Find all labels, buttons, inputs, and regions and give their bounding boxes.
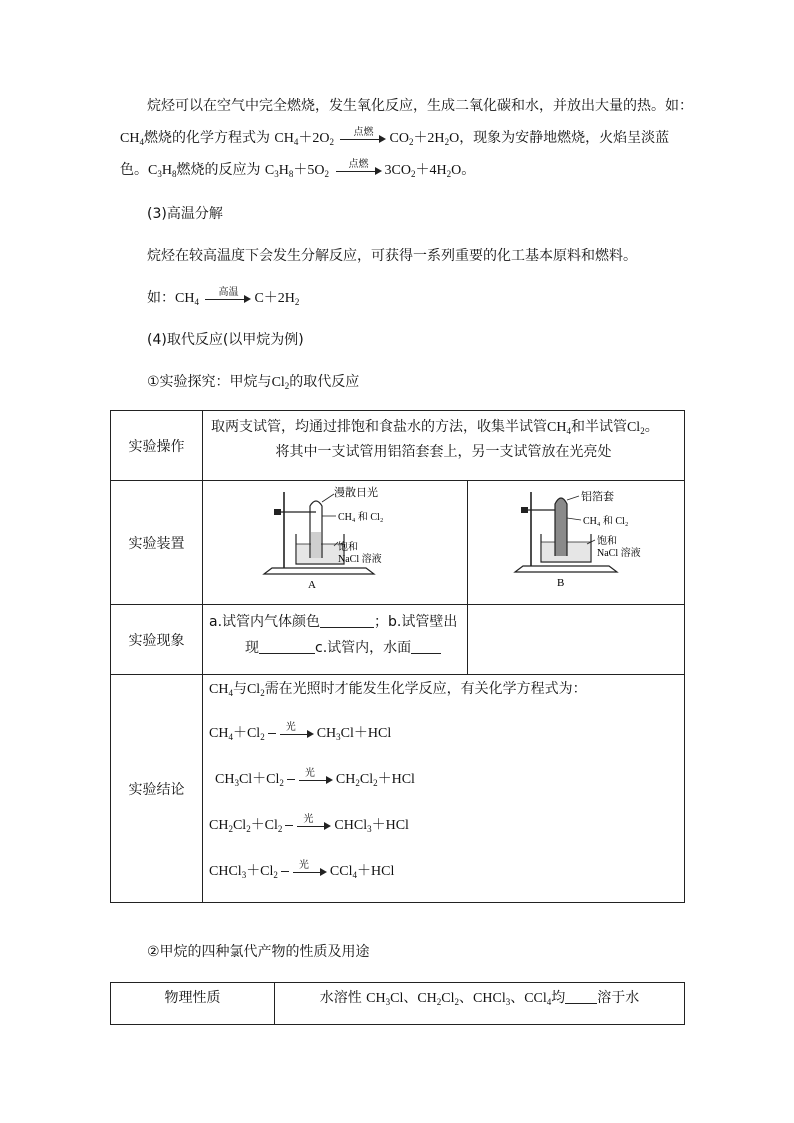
section-3-title: (3)高温分解 — [147, 206, 223, 222]
svg-text:B: B — [557, 577, 565, 589]
device-label: 实验装置 — [111, 481, 203, 605]
section-4-title: (4)取代反应(以甲烷为例) — [147, 332, 304, 348]
formula-ch4: $CH_4$ — [120, 131, 144, 147]
blank-c — [411, 639, 441, 654]
svg-text:饱和: 饱和 — [338, 542, 358, 553]
svg-text:饱和: 饱和 — [597, 536, 617, 547]
blank-b — [259, 639, 315, 654]
eq-4: $CHCl_3+Cl_2$ 光 CCl$_4$＋HCl — [209, 859, 395, 880]
equation-ch4-combustion: $CH_4+2O_2$ 点燃 $CO_2+2H_2O$ — [274, 126, 460, 147]
phenomenon-content: a.试管内气体颜色 ；b.试管壁出 现 c.试管内，水面 — [203, 605, 468, 675]
eq-3: $CH_2Cl_2+Cl_2$ 光 CHCl$_3$＋HCl — [209, 813, 409, 834]
combustion-line-2: $CH_4$燃烧的化学方程式为 $CH_4+2O_2$ 点燃 $CO_2+2H_2O$，现象为安静地燃烧，火焰呈淡蓝 — [120, 126, 670, 147]
eq-1: $CH_4+Cl_2$ 光 $CH_3Cl+HCl$ — [209, 721, 392, 742]
section-4-sub1: ①实验探究：甲烷与$Cl_2$的取代反应 — [147, 374, 360, 391]
apparatus-b-figure — [469, 482, 683, 602]
section-3-example: 如：$CH_4$ 高温 $C+2H_2$ — [147, 286, 300, 307]
formula-c3h8: $C_3H_8$ — [148, 163, 177, 179]
conclusion-label: 实验结论 — [111, 675, 203, 903]
svg-text:CH₄ 和 Cl₂: CH₄ 和 Cl₂ — [338, 512, 384, 523]
svg-text:A: A — [308, 579, 316, 591]
svg-text:铝箔套: 铝箔套 — [581, 491, 614, 503]
apparatus-a-figure — [204, 482, 466, 602]
svg-text:漫散日光: 漫散日光 — [334, 487, 378, 499]
svg-text:NaCl 溶液: NaCl 溶液 — [338, 554, 382, 565]
device-figure-b — [468, 481, 685, 605]
conclusion-content: $CH_4$与$Cl_2$需在光照时才能发生化学反应，有关化学方程式为： $CH_4+Cl_2$ 光 $CH_3Cl+HCl$ $CH_3Cl+Cl_2$ 光 $CH_2Cl_2+HCl$ $CH_2Cl_2+Cl_2$ 光 CHCl$_3$＋HCl $CHCl_3+Cl_2$ 光 CCl$_4$＋HCl — [203, 675, 685, 903]
eq-2: $CH_3Cl+Cl_2$ 光 $CH_2Cl_2+HCl$ — [215, 767, 415, 788]
physical-properties-content: 水溶性 $CH_3Cl$、$CH_2Cl_2$、CHCl$_3$、CCl$_4$均 溶于水 — [275, 983, 685, 1025]
physical-properties-label: 物理性质 — [111, 983, 275, 1025]
device-figure-a — [203, 481, 468, 605]
phenomenon-label: 实验现象 — [111, 605, 203, 675]
combustion-line-3: 色。$C_3H_8$燃烧的反应为 $C_3H_8+5O_2$ 点燃 $3CO_2+4H_2O$。 — [120, 158, 476, 179]
blank-a — [320, 613, 374, 628]
blank-solubility — [565, 989, 597, 1004]
properties-table — [110, 982, 685, 1025]
combustion-line-1: 烷烃可以在空气中完全燃烧，发生氧化反应，生成二氧化碳和水，并放出大量的热。如： — [147, 98, 693, 114]
svg-text:CH₄ 和 Cl₂: CH₄ 和 Cl₂ — [583, 516, 629, 527]
section-4-sub2: ②甲烷的四种氯代产物的性质及用途 — [147, 944, 370, 960]
op-label: 实验操作 — [111, 411, 203, 481]
experiment-table — [110, 410, 685, 903]
equation-c3h8-combustion: $C_3H_8+5O_2$ 点燃 $3CO_2+4H_2O$。 — [264, 158, 476, 179]
svg-text:NaCl 溶液: NaCl 溶液 — [597, 548, 641, 559]
section-3-text: 烷烃在较高温度下会发生分解反应，可获得一系列重要的化工基本原料和燃料。 — [147, 248, 637, 264]
equation-ch4-decomposition: $CH_4$ 高温 $C+2H_2$ — [175, 286, 300, 307]
op-content: 取两支试管，均通过排饱和食盐水的方法，收集半试管$CH_4$和半试管$Cl_2$。 将其中一支试管用铝箔套套上，另一支试管放在光亮处 — [203, 411, 685, 481]
